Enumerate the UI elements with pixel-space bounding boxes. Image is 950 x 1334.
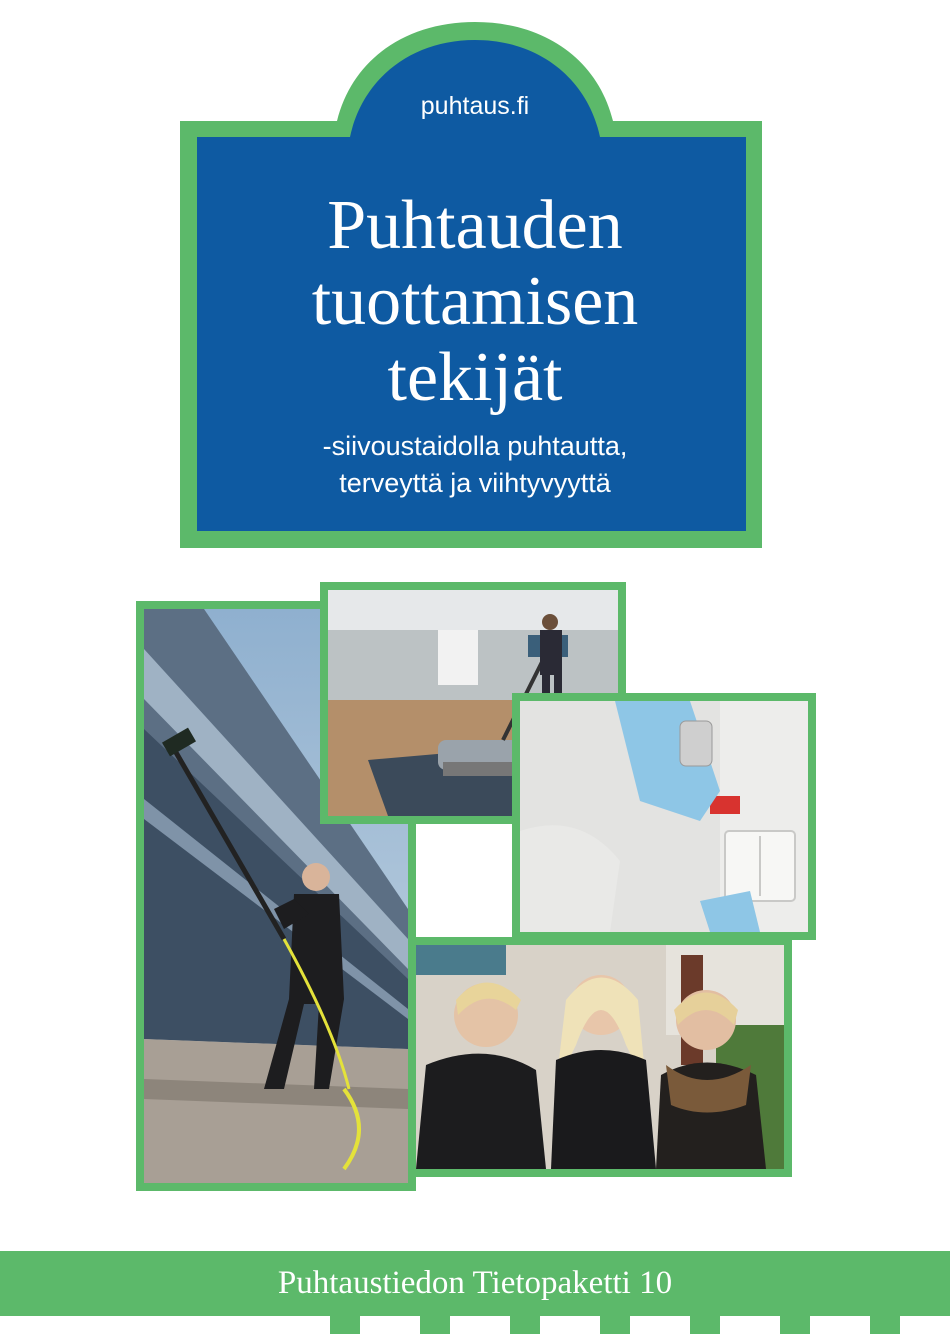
series-footer: Puhtaustiedon Tietopaketti 10 [0,1251,950,1316]
photo-hygiene-sample [512,693,816,940]
cover-title [0,188,950,416]
footer-decorative-strip [0,1316,950,1334]
title-line-1: Puhtauden [327,187,623,264]
cover-header-sign [0,0,950,560]
site-url: puhtaus.fi [420,92,530,120]
title-line-3: tekijät [387,339,563,416]
subtitle-line-1: -siivoustaidolla puhtautta, [322,431,628,461]
subtitle-line-2: terveyttä ja viihtyvyyttä [339,468,611,498]
photo-cleaning-staff [408,937,792,1177]
cover-subtitle [0,428,950,502]
title-line-2: tuottamisen [311,263,639,340]
